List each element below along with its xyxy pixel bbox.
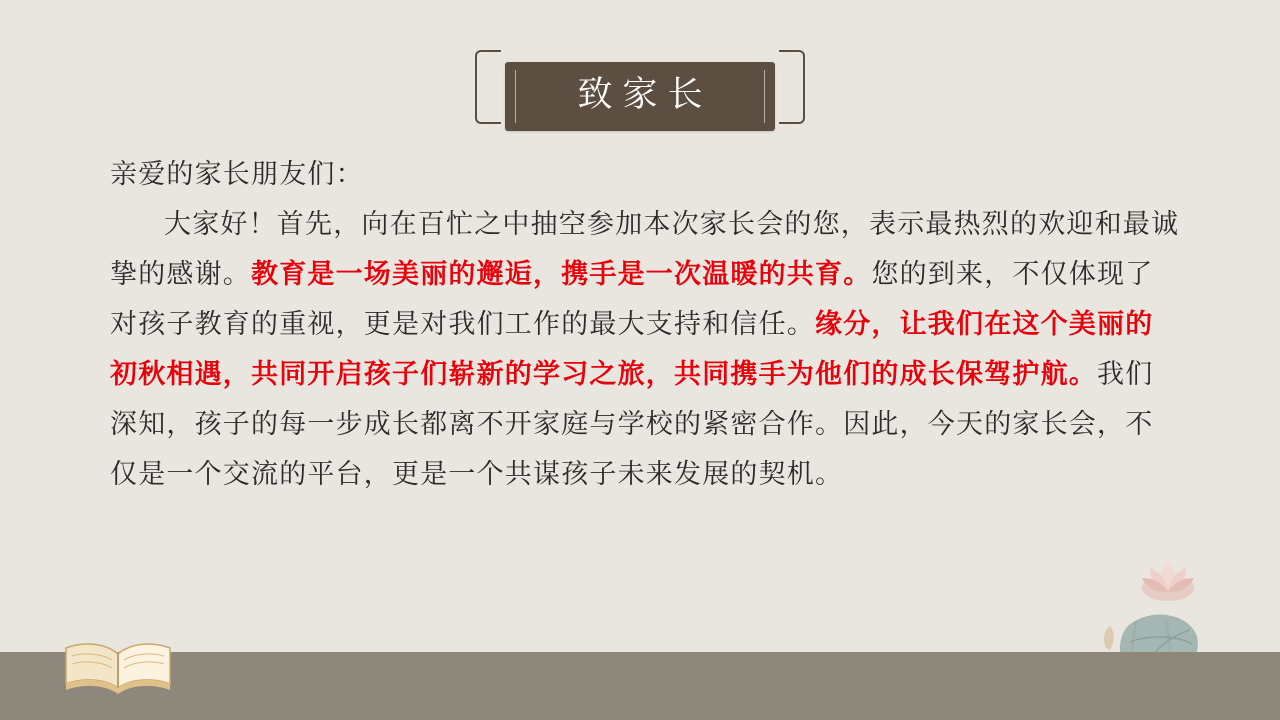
main-paragraph: [110, 200, 1180, 500]
paragraph-segment-3: 您的到来，不仅体现了对孩子教育的重视，更是对我们工作的最大支持和信任。: [110, 259, 1154, 340]
paragraph-segment-1: 大家好！首先，向在百忙之中抽空参加本次家长会的您，表示最热烈的欢迎和最诚挚的感谢。: [110, 209, 1180, 290]
open-book-icon: [58, 638, 178, 696]
bracket-left-ornament: [475, 50, 501, 124]
bracket-right-ornament: [779, 50, 805, 124]
title-plate: [505, 62, 774, 131]
paragraph-segment-2-highlight: 教育是一场美丽的邂逅，携手是一次温暖的共育。: [251, 259, 872, 290]
paragraph-segment-4-highlight: 缘分，让我们在这个美丽的初秋相遇，共同开启孩子们崭新的学习之旅，共同携手为他们的成长保驾护航。: [110, 309, 1154, 390]
bottom-bar: [0, 652, 1280, 720]
slide-title-banner: [0, 62, 1280, 131]
paragraph-segment-5: 我们深知，孩子的每一步成长都离不开家庭与学校的紧密合作。因此，今天的家长会，不仅是一个交流的平台，更是一个共谋孩子未来发展的契机。: [110, 359, 1154, 490]
salutation-line: 亲爱的家长朋友们：: [110, 159, 364, 190]
page-title: 致家长: [577, 75, 713, 115]
slide-body: [110, 150, 1180, 500]
